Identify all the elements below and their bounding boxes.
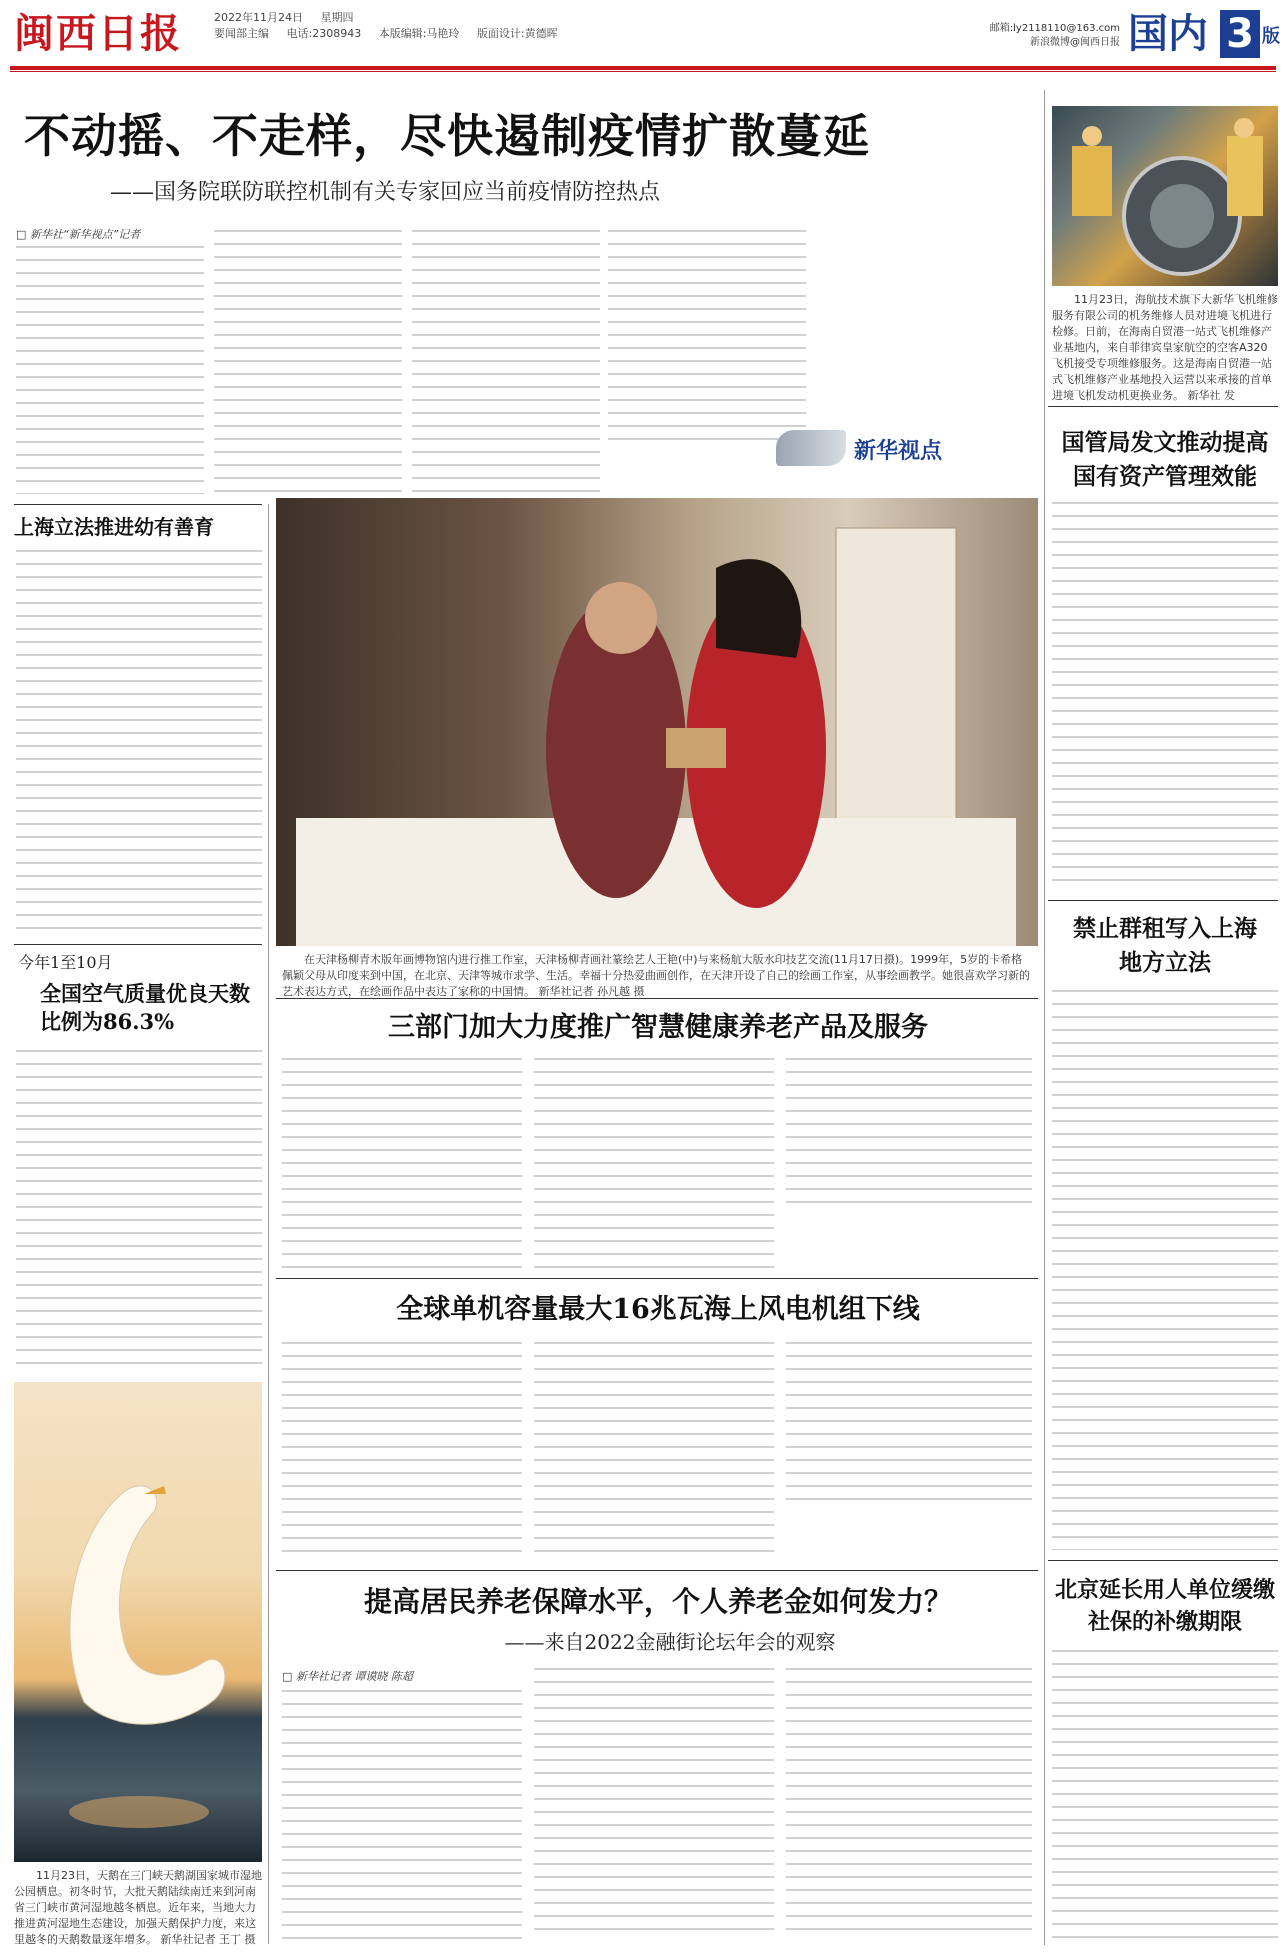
center-divider-1 xyxy=(276,998,1038,999)
right-divider-1 xyxy=(1048,406,1278,407)
masthead-logo: 闽西日报 xyxy=(14,10,182,57)
swan-photo-caption: 11月23日，天鹅在三门峡天鹅湖国家城市湿地公园栖息。初冬时节，大批天鹅陆续南迁来到河南省三门峡市黄河湿地越冬栖息。近年来，当地大力推进黄河湿地生态建设，加强天鹅保护力度，来这里越冬的天鹅数量逐年增多。 新华社记者 王丁 摄 xyxy=(14,1869,262,1946)
yanglao-title: 提高居民养老保障水平，个人养老金如何发力？ xyxy=(363,1585,952,1618)
editor-office: 要闻部主编 xyxy=(214,27,269,40)
masthead-thin-rule xyxy=(10,71,1276,72)
lead-byline xyxy=(16,226,206,242)
qunzu-title: 禁止群租写入上海地方立法 xyxy=(1073,915,1257,976)
issue-date: 2022年11月24日 xyxy=(214,11,303,24)
lead-subheadline: ——国务院联防联控机制有关专家回应当前疫情防控热点 xyxy=(110,180,661,205)
guoziwei-title: 国管局发文推动提高国有资产管理效能 xyxy=(1061,429,1269,490)
masthead-rule xyxy=(10,66,1276,70)
issue-weekday: 星期四 xyxy=(320,11,354,24)
section-marker xyxy=(1128,8,1278,60)
zhihui-column-3 xyxy=(786,1058,1032,1208)
aircraft-maintenance-photo xyxy=(1052,106,1278,286)
zhihui-title: 三部门加大力度推广智慧健康养老产品及服务 xyxy=(388,1012,928,1043)
section-name: 国内 xyxy=(1128,10,1208,57)
yanglao-byline xyxy=(282,1668,522,1684)
air-quality-title: 全国空气质量优良天数比例为86.3% xyxy=(40,981,250,1034)
weibo: 新浪微博@闽西日报 xyxy=(1030,37,1120,48)
yanglao-column-2 xyxy=(534,1668,774,1940)
designer: 版面设计:黄德晖 xyxy=(476,27,558,40)
right-divider-2 xyxy=(1048,900,1278,901)
email: 邮箱:ly2118110@163.com xyxy=(989,23,1120,34)
qunzu-body xyxy=(1052,990,1278,1550)
yanglao-column-3 xyxy=(786,1668,1032,1940)
xinhua-view-logo xyxy=(776,424,1016,474)
zhihui-column-1 xyxy=(282,1058,522,1268)
phone: 电话:2308943 xyxy=(286,27,362,40)
yanglao-byline-text: 新华社记者 谭谟晓 陈超 xyxy=(295,1670,413,1683)
issue-info xyxy=(214,10,994,42)
air-kicker: 今年1至10月 xyxy=(18,953,113,972)
air-quality-body xyxy=(16,1050,262,1374)
right-column-rule xyxy=(1044,90,1045,1945)
center-photo-caption: 在天津杨柳青木版年画博物馆内进行推工作室，天津杨柳青画社篆绘艺人王艳(中)与来杨航大版水印技艺交流(11月17日摄)。1999年，5岁的卡希格佩颖父母从印度来到中国，在北京、天津等城市求学、生活。幸福十分热爱曲画创作，在天津开设了自己的绘画工作室，从事绘画教学。她很喜欢学习新的艺术表达方式，在绘画作品中表达了家称的中国情。 新华社记者 孙凡越 摄 xyxy=(282,953,1030,998)
guoziwei-body xyxy=(1052,502,1278,892)
beijing-title: 北京延长用人单位缓缴社保的补缴期限 xyxy=(1054,1577,1275,1635)
woodblock-studio-photo xyxy=(276,498,1038,946)
aircraft-engine-illustration xyxy=(1052,106,1278,286)
left-column-rule xyxy=(268,504,269,1944)
lead-column-3 xyxy=(412,230,600,494)
fengdian-column-2 xyxy=(534,1342,774,1552)
byline-box-icon: □ xyxy=(16,228,30,241)
section-suffix: 版 xyxy=(1262,26,1280,47)
xinhua-view-label: 新华视点 xyxy=(854,438,943,464)
byline-text: 新华社“新华视点”记者 xyxy=(29,228,141,241)
fengdian-column-3 xyxy=(786,1342,1032,1502)
lead-column-1 xyxy=(16,246,204,494)
yanglao-subtitle: ——来自2022金融街论坛年会的观察 xyxy=(504,1630,836,1654)
fengdian-column-1 xyxy=(282,1342,522,1562)
yanglao-column-1 xyxy=(282,1690,522,1940)
studio-scene-illustration xyxy=(276,498,1038,946)
section-number: 3 xyxy=(1220,10,1260,58)
lead-headline: 不动摇、不走样，尽快遏制疫情扩散蔓延 xyxy=(24,109,870,163)
lead-column-2 xyxy=(214,230,402,494)
aircraft-photo-caption: 11月23日，海航技术旗下大新华飞机维修服务有限公司的机务维修人员对进境飞机进行检修。日前，在海南自贸港一站式飞机维修产业基地内，来自菲律宾皇家航空的空客A320飞机接受专项维修服务。这是海南自贸港一站式飞机维修产业基地投入运营以来承接的首单进境飞机发动机更换业务。 新华社 发 xyxy=(1052,293,1278,402)
brush-stroke-icon xyxy=(776,430,846,466)
center-divider-2 xyxy=(276,1278,1038,1279)
zhihui-column-2 xyxy=(534,1058,774,1268)
swan-illustration xyxy=(14,1382,262,1862)
left-divider-2 xyxy=(14,944,262,945)
right-divider-3 xyxy=(1048,1560,1278,1561)
swan-photo xyxy=(14,1382,262,1862)
lead-column-4 xyxy=(608,230,806,440)
left-divider-1 xyxy=(14,504,262,505)
beijing-body xyxy=(1052,1650,1278,1945)
byline-box-icon-2: □ xyxy=(282,1670,296,1683)
shanghai-youer-body xyxy=(16,550,262,936)
fengdian-title: 全球单机容量最大16兆瓦海上风电机组下线 xyxy=(396,1294,920,1325)
center-divider-3 xyxy=(276,1570,1038,1571)
editor: 本版编辑:马艳玲 xyxy=(378,27,460,40)
shanghai-youer-title: 上海立法推进幼有善育 xyxy=(14,515,214,539)
contact-info xyxy=(930,22,1120,50)
